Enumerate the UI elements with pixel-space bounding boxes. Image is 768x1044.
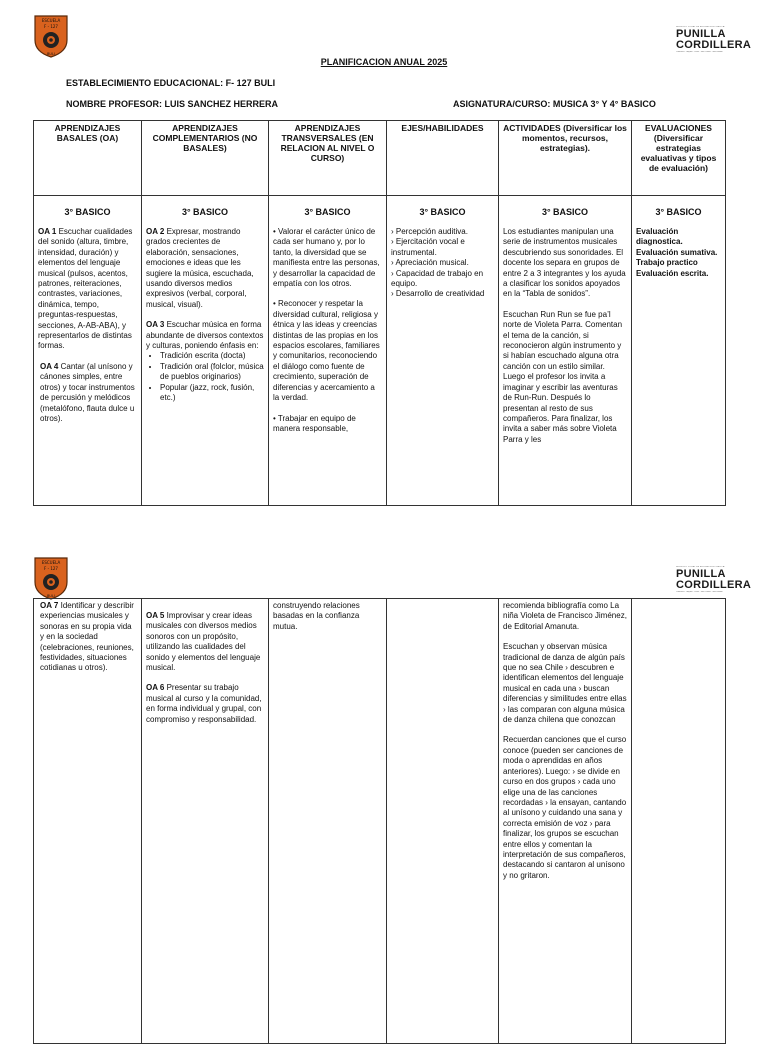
list-item: • Tradición escrita (docta) [160, 351, 264, 361]
list-item: • Tradición oral (folclor, música de pueblos originarios) [160, 362, 264, 383]
planning-table-page2 [33, 598, 726, 1044]
header-evaluaciones: EVALUACIONES (Diversificar estrategias evaluativas y tipos de evaluación) [632, 121, 726, 196]
oa-code: OA 1 [38, 227, 57, 236]
oa-text: Escuchar cualidades del sonido (altura, timbre, intensidad, duración) y elementos del lenguaje musical (pulsos, acentos, patrones, reiteraciones, contrastes, variaciones, dinámica, tempo, preguntas-respuestas, secciones, A-AB-ABA), y representarlos de distintas formas. [38, 227, 133, 351]
cell-ejes [387, 599, 499, 1044]
establishment-label: ESTABLECIMIENTO EDUCACIONAL: F- 127 BULI [66, 78, 276, 88]
cell-basales [34, 599, 142, 1044]
table-header-row [34, 121, 726, 196]
oa-code: OA 5 [146, 611, 165, 620]
header-ejes: EJES/HABILIDADES [387, 121, 499, 196]
activity-paragraph: Los estudiantes manipulan una serie de instrumentos musicales descubriendo sus sonoridades. El docente los separa en grupos de entre 2 a 3 integrantes y los ayuda a clasificar los sonidos apoyados en la “Tabla de sonidos”. [503, 227, 626, 299]
activity-paragraph: Escuchan y observan música tradicional de danza de algún país que no sea Chile › descubren e identifican elementos del lenguaje musical en cada una › buscan diferencias y similitudes entre ellas › las comparan con alguna música de danza chilena que conozcan [503, 642, 627, 725]
evaluation-item: Evaluación diagnostica. [636, 227, 683, 247]
header-transversales: APRENDIZAJES TRANSVERSALES (EN RELACION AL NIVEL O CURSO) [269, 121, 387, 196]
oa3-list [146, 351, 264, 403]
grade-label: 3° BASICO [304, 207, 351, 217]
grade-label: 3° BASICO [541, 207, 589, 217]
table-row [34, 599, 726, 1044]
skill-item: › Desarrollo de creatividad [391, 289, 485, 299]
oa-code: OA 3 [146, 320, 165, 330]
cell-actividades [499, 599, 632, 1044]
page-title: PLANIFICACION ANUAL 2025 [320, 57, 448, 67]
grade-label: 3° BASICO [181, 207, 229, 217]
oa-text: Presentar su trabajo musical al curso y la comunidad, en forma individual y grupal, con compromiso y responsabilidad. [146, 683, 262, 724]
brand-logo: SERVICIO LOCAL DE EDUCACIÓN PÚBLICA PUNILLA CORDILLERA Coihueco · Ñiquén · Pinto · San Carlos · San Fabián [676, 566, 752, 593]
skill-item: › Ejercitación vocal e instrumental. [391, 237, 465, 257]
brand-logo: SERVICIO LOCAL DE EDUCACIÓN PÚBLICA PUNILLA CORDILLERA Coihueco · Ñiquén · Pinto · San Carlos · San Fabián [676, 26, 752, 53]
grade-label: 3° BASICO [655, 207, 702, 217]
svg-text:F - 127: F - 127 [44, 566, 58, 571]
subject-label: ASIGNATURA/CURSO: MUSICA 3° Y 4° BASICO [453, 99, 656, 109]
svg-text:F - 127: F - 127 [44, 24, 58, 29]
header-basales: APRENDIZAJES BASALES (OA) [34, 121, 142, 196]
cell-complementarios [142, 196, 269, 506]
evaluation-item: Trabajo practico [636, 258, 698, 268]
cell-basales [34, 196, 142, 506]
cell-actividades [499, 196, 632, 506]
oa-code: OA 7 [40, 601, 59, 610]
svg-text:ESCUELA: ESCUELA [41, 18, 61, 23]
header-actividades: ACTIVIDADES (Diversificar los momentos, recursos, estrategias). [499, 121, 632, 196]
svg-text:ESCUELA: ESCUELA [41, 560, 61, 565]
cell-transversales [269, 196, 387, 506]
skill-item: › Capacidad de trabajo en equipo. [391, 268, 484, 289]
skill-item: › Apreciación musical. [391, 258, 469, 268]
activity-paragraph: recomienda bibliografía como La niña Violeta de Francisco Jiménez, de Editorial Amanuta. [503, 601, 627, 631]
oa-text: Expresar, mostrando grados crecientes de elaboración, sensaciones, emociones e ideas que les sugiere la música, escuchada, usando diversos medios expresivos (verbal, corporal, musical, visual). [146, 227, 254, 309]
cell-complementarios [142, 599, 269, 1044]
cell-transversales [269, 599, 387, 1044]
planning-table-page1 [33, 120, 726, 506]
transversal-item: construyendo relaciones basadas en la confianza mutua. [273, 601, 360, 631]
header-complementarios: APRENDIZAJES COMPLEMENTARIOS (NO BASALES) [142, 121, 269, 196]
transversal-item: • Trabajar en equipo de manera responsable, [273, 413, 356, 433]
oa-text: Escuchar música en forma abundante de diversos contextos y culturas, poniendo énfasis en: [146, 320, 264, 351]
oa-text: Identificar y describir experiencias musicales y sonoras en su propia vida y en la sociedad (celebraciones, reuniones, festividades, situaciones cotidianas u otros). [40, 601, 134, 673]
school-logo [33, 14, 69, 63]
transversal-item: • Valorar el carácter único de cada ser humano y, por lo tanto, la diversidad que se manifiesta entre las personas, y desarrollar la capacidad de empatía con los otros. [273, 227, 380, 289]
evaluation-item: Evaluación escrita. [636, 268, 709, 278]
cell-ejes [387, 196, 499, 506]
oa-code: OA 2 [146, 227, 165, 236]
oa-text: Cantar (al unísono y cánones simples, entre otros) y tocar instrumentos de percusión y melódicos (metalófono, flauta dulce u otros). [40, 361, 135, 423]
list-item: • Popular (jazz, rock, fusión, etc.) [160, 383, 264, 404]
skill-item: › Percepción auditiva. [391, 227, 468, 236]
oa-code: OA 4 [40, 361, 59, 371]
evaluation-item: Evaluación sumativa. [636, 247, 718, 257]
grade-label: 3° BASICO [64, 207, 111, 217]
table-row [34, 196, 726, 506]
cell-evaluaciones [632, 196, 726, 506]
cell-evaluaciones [632, 599, 726, 1044]
teacher-label: NOMBRE PROFESOR: LUIS SANCHEZ HERRERA [66, 99, 279, 109]
activity-paragraph: Recuerdan canciones que el curso conoce (pueden ser canciones de moda o aprendidas en años anteriores). Luego: › se divide en curso en dos grupos › cada uno elige una de las canciones recordadas › la ensayan, cantando al unísono y cuidando una sana y correcta emisión de voz › para finalizar, los grupos se escuchan entre ellos y comentan la interpretación de sus compañeros, destacando si cantaron al unísono y no gritaron. [503, 735, 627, 880]
grade-label: 3° BASICO [419, 207, 466, 217]
oa-text: Improvisar y crear ideas musicales con diversos medios sonoros con un propósito, utilizando las cualidades del sonido y elementos del lenguaje musical. [146, 611, 261, 673]
svg-text:BULI: BULI [47, 52, 55, 56]
oa-code: OA 6 [146, 683, 165, 693]
svg-text:BULI: BULI [47, 594, 55, 598]
activity-paragraph: Escuchan Run Run se fue pa’l norte de Violeta Parra. Comentan el tema de la canción, si reconocieron algún instrumento y si habían escuchado alguna otra canción con un estilo similar. Luego el profesor los invita a imaginar y escribir las aventuras de Run-Run. Después lo presentan al resto de sus compañeros. Para finalizar, los invita a saber más sobre Violeta Parra y les [503, 309, 623, 444]
transversal-item: • Reconocer y respetar la diversidad cultural, religiosa y étnica y las ideas y creencias distintas de las propias en los espacios escolares, familiares y comunitarios, reconociendo el diálogo como fuente de crecimiento, superación de diferencias y acercamiento a la verdad. [273, 299, 380, 403]
